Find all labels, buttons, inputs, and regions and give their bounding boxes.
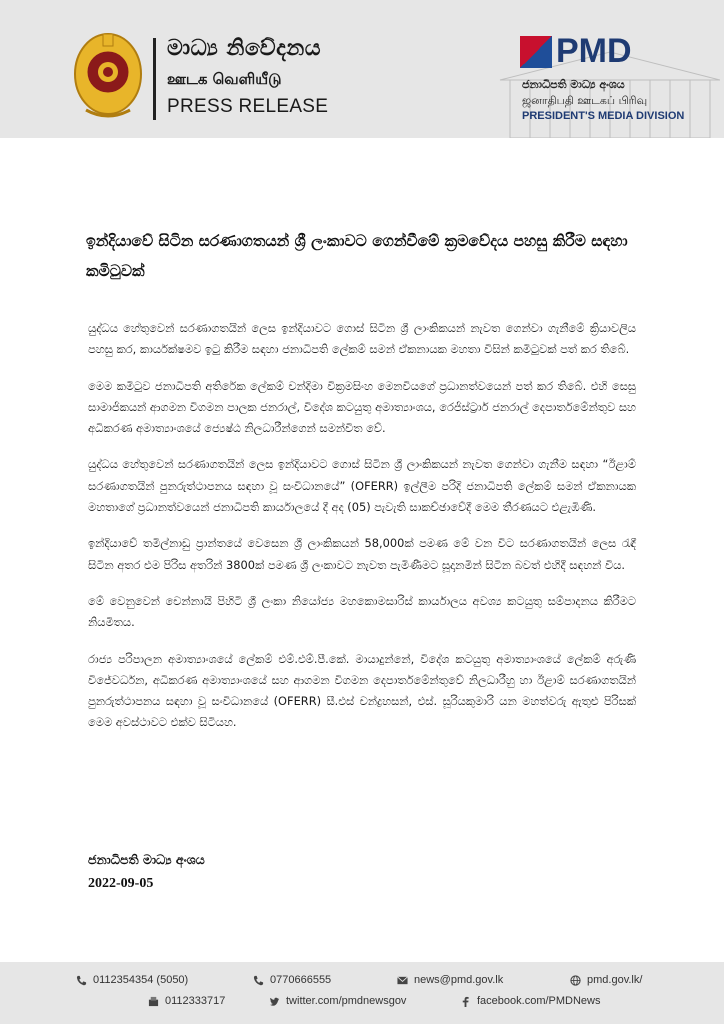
footer-phone[interactable] [76, 974, 188, 986]
footer-facebook-text: facebook.com/PMDNews [477, 995, 601, 1007]
fax-icon [148, 996, 159, 1007]
phone-icon [76, 975, 87, 986]
header-divider [153, 38, 156, 120]
footer-twitter-text: twitter.com/pmdnewsgov [286, 995, 407, 1007]
paragraph: මේ වෙනුවෙන් චෙන්නායි පිහිටි ශ්‍රී ලංකා නියෝජ්‍ය මහකොමසාරිස් කාර්යාලය අවශ්‍ය කටයුතු සම්පාදනය කිරීමට නියමිතය. [88, 593, 636, 630]
org-name-sinhala: ජනාධිපති මාධ්‍ය අංශය [522, 78, 625, 91]
footer-facebook[interactable] [460, 995, 601, 1007]
sri-lanka-emblem-icon [72, 30, 144, 122]
pmd-logo-mark-icon [520, 36, 552, 68]
twitter-icon [269, 996, 280, 1007]
org-name-english: PRESIDENT'S MEDIA DIVISION [522, 110, 685, 122]
footer-email-text: news@pmd.gov.lk [414, 974, 504, 986]
paragraph: මෙම කමිටුව ජනාධිපති අතිරේක ලේකම් චන්දිමා වික්‍රමසිංහ මෙනවියගේ ප්‍රධානත්වයෙන් පත් කර තිබේ. එහි සෙසු සාමාජිකයන් ආගමන විගමන පාලක ජනරාල්, විදේශ කටයුතු අමාත්‍යාංශය, රෙජිස්ට්‍රාර් ජනරාල් දෙපාර්තමේන්තුව සහ අධිකරණ අමාත්‍යාංශයේ ජ්‍යෙෂ්ඨ නිලධාරීන්ගෙන් සමන්විත වේ. [88, 378, 636, 436]
footer-phone-text: 0112354354 (5050) [93, 974, 189, 986]
facebook-icon [460, 996, 471, 1007]
footer-band [0, 962, 724, 1024]
press-release-title: ඉන්දියාවේ සිටින සරණාගතයන් ශ්‍රී ලංකාවට ගෙන්වීමේ ක්‍රමවේදය පහසු කිරීම සඳහා කමිටුවක් [86, 232, 628, 280]
release-date: 2022-09-05 [88, 876, 154, 891]
mobile-phone-icon [253, 975, 264, 986]
globe-icon [570, 975, 581, 986]
footer-mobile-text: 0770666555 [270, 974, 332, 986]
footer-email[interactable] [397, 974, 503, 986]
org-name-tamil: ஜனாதிபதி ஊடகப் பிரிவு [522, 94, 648, 107]
press-release-body [88, 318, 636, 749]
footer-fax-text: 0112333717 [165, 995, 226, 1007]
title-tamil: ஊடக வெளியீடு [167, 70, 282, 88]
email-icon [397, 975, 408, 986]
footer-fax[interactable] [148, 995, 225, 1007]
title-sinhala: මාධ්‍ය නිවේදනය [167, 36, 322, 61]
header-band [0, 0, 724, 138]
title-english: PRESS RELEASE [167, 96, 329, 117]
paragraph: යුද්ධය හේතුවෙන් සරණාගතයින් ලෙස ඉන්දියාවට ගොස් සිටින ශ්‍රී ලාංකිකයන් නැවත ගෙන්වා ගැනීම සඳහා “ඊළාම් සරණාගතයින් පුනරුත්ථාපනය සඳහා වූ සංවිධානයේ” (OFERR) ඉල්ලීම පරිදි ජනාධිපති ලේකම් සමන් ඒකනායක මහතාගේ ප්‍රධානත්වයෙන් ජනාධිපති කාර්යාලයේ දී අද (05) පැවැති සාකච්ඡාවේදී මෙම තීරණයට එළැඹිණි. [88, 457, 636, 515]
paragraph: ඉන්දියාවේ තමිල්නාඩු ප්‍රාන්තයේ වෙසෙන ශ්‍රී ලාංකිකයන් 58,000ක් පමණ මේ වන විට සරණාගතයින් ලෙස රැඳී සිටින අතර එම පිරිස අතරින් 3800ක් පමණ ශ්‍රී ලංකාවට නැවත පැමිණීමට සූදානමින් සිටින බවත් එහිදී සඳහන් විය. [88, 536, 636, 572]
footer-website-text: pmd.gov.lk/ [587, 974, 643, 986]
footer-website[interactable] [570, 974, 642, 986]
paragraph: රාජ්‍ය පරිපාලන අමාත්‍යාංශයේ ලේකම් එම්.එම්.පී.කේ. මායාදුන්නේ, විදේශ කටයුතු අමාත්‍යාංශයේ ලේකම් අරුණි විජේවර්ධන, අධිකරණ අමාත්‍යාංශයේ සහ ආගමන විගමන දෙපාර්තමේන්තුවේ නිලධාරීහු හා ඊළාම් සරණාගතයින් පුනරුත්ථාපනය සඳහා වූ සංවිධානයේ (OFERR) සී.එස් චන්ද්‍රහසන්, එස්. සූරියකුමාරි යන මහත්වරු ඇතුළු පිරිසක් මෙම අවස්ථාවට එක්ව සිටියහ. [88, 651, 636, 730]
pmd-logo-text: PMD [556, 32, 632, 70]
signature-department: ජනාධිපති මාධ්‍ය අංශය [88, 852, 205, 867]
paragraph: යුද්ධය හේතුවෙන් සරණාගතයින් ලෙස ඉන්දියාවට ගොස් සිටින ශ්‍රී ලාංකිකයන් නැවත ගෙන්වා ගැනීමේ ක්‍රියාවලිය පහසු කර, කාර්යක්ෂමව ඉටු කිරීම සඳහා ජනාධිපති ලේකම් සමන් ඒකනායක මහතා විසින් කමිටුවක් පත් කර තිබේ. [88, 321, 636, 357]
pmd-logo [520, 32, 650, 70]
footer-mobile[interactable] [253, 974, 331, 986]
footer-twitter[interactable] [269, 995, 406, 1007]
